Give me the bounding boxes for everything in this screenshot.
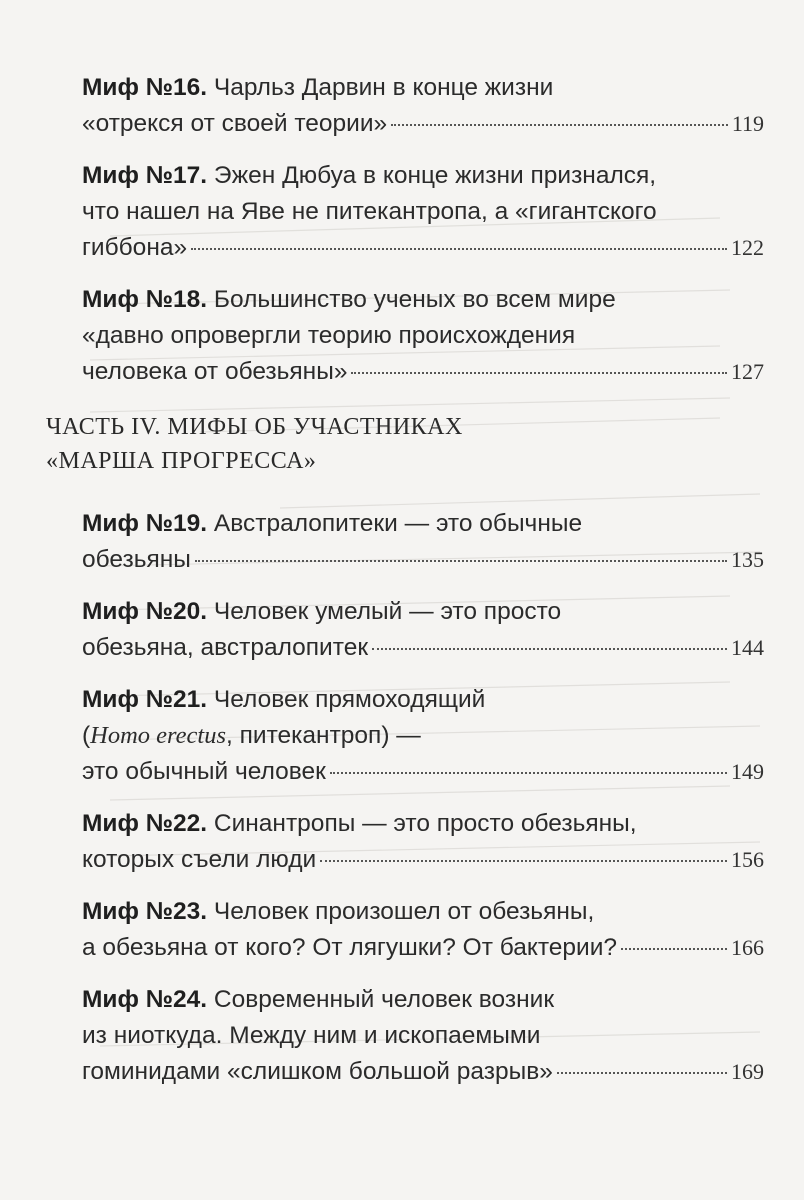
latin-term: Homo erectus	[90, 722, 227, 749]
page-number: 127	[731, 359, 764, 384]
page-number: 156	[731, 847, 764, 872]
toc-entry-24	[82, 982, 764, 1090]
entry-title-end: обезьяна, австралопитек	[82, 634, 369, 661]
entry-title-end: «отрекся от своей теории»	[82, 110, 388, 137]
entry-title-line: , питекантроп) —	[226, 722, 421, 749]
entry-title: Современный человек возник	[207, 986, 555, 1013]
entry-label: Миф №22.	[82, 810, 208, 837]
part-heading-line: «МАРША ПРОГРЕССА»	[46, 448, 317, 474]
entry-title: Человек произошел от обезьяны,	[207, 898, 595, 925]
entry-title: Человек умелый — это просто	[207, 598, 562, 625]
dot-leader	[621, 948, 727, 950]
toc-entry-22	[82, 806, 764, 878]
page-number: 119	[731, 111, 764, 136]
page-number: 149	[731, 759, 764, 784]
entry-title: Эжен Дюбуа в конце жизни признался,	[207, 162, 657, 189]
entry-title-end: это обычный человек	[82, 758, 326, 785]
toc-entry-16	[82, 70, 764, 142]
entry-title-line: «давно опровергли теорию происхождения	[82, 322, 576, 349]
dot-leader	[191, 248, 727, 250]
entry-title: Большинство ученых во всем мире	[207, 286, 616, 313]
toc-entry-18	[82, 282, 764, 390]
page-number: 144	[731, 635, 764, 660]
entry-title-end: гоминидами «слишком большой разрыв»	[82, 1058, 553, 1085]
entry-title-end: обезьяны	[82, 546, 191, 573]
entry-title-end: которых съели люди	[82, 846, 317, 873]
entry-title-end: человека от обезьяны»	[82, 358, 348, 385]
toc-entry-20	[82, 594, 764, 666]
entry-title: Чарльз Дарвин в конце жизни	[207, 74, 554, 101]
entry-title-end: гиббона»	[82, 234, 188, 261]
page-number: 135	[731, 547, 764, 572]
entry-title: Человек прямоходящий	[207, 686, 486, 713]
part-heading	[46, 410, 766, 478]
entry-title-line: из ниоткуда. Между ним и ископаемыми	[82, 1022, 541, 1049]
entry-label: Миф №16.	[82, 74, 208, 101]
entry-title: Синантропы — это просто обезьяны,	[207, 810, 637, 837]
entry-label: Миф №18.	[82, 286, 208, 313]
part-heading-line: ЧАСТЬ IV. МИФЫ ОБ УЧАСТНИКАХ	[46, 414, 463, 440]
dot-leader	[330, 772, 727, 774]
entry-label: Миф №21.	[82, 686, 208, 713]
toc-entry-19	[82, 506, 764, 578]
entry-title-end: а обезьяна от кого? От лягушки? От бактерии?	[82, 934, 618, 961]
page-number: 166	[731, 935, 764, 960]
table-of-contents	[46, 70, 766, 1106]
entry-title: Австралопитеки — это обычные	[207, 510, 583, 537]
page-number: 122	[731, 235, 764, 260]
paren-open: (	[82, 722, 91, 749]
dot-leader	[195, 560, 727, 562]
entry-label: Миф №19.	[82, 510, 208, 537]
entry-label: Миф №24.	[82, 986, 208, 1013]
dot-leader	[320, 860, 727, 862]
toc-entry-17	[82, 158, 764, 266]
page-number: 169	[731, 1059, 764, 1084]
dot-leader	[372, 648, 727, 650]
dot-leader	[351, 372, 727, 374]
dot-leader	[391, 124, 728, 126]
toc-entry-21	[82, 682, 764, 790]
entry-label: Миф №17.	[82, 162, 208, 189]
dot-leader	[557, 1072, 727, 1074]
toc-entry-23	[82, 894, 764, 966]
entry-label: Миф №20.	[82, 598, 208, 625]
entry-title-line: что нашел на Яве не питекантропа, а «гигантского	[82, 198, 657, 225]
entry-label: Миф №23.	[82, 898, 208, 925]
